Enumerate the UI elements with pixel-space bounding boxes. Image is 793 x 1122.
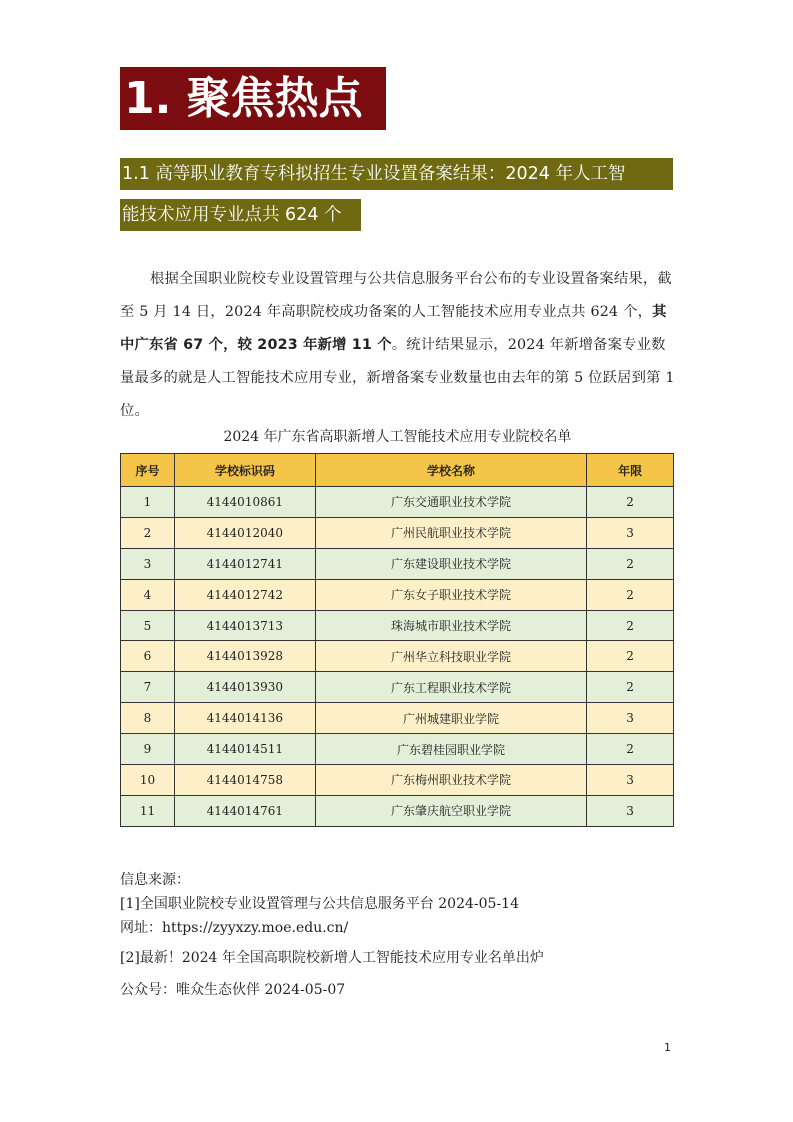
cell-school-name: 广州华立科技职业学院 [315,641,586,672]
subsection-heading-line1: 1.1 高等职业教育专科拟招生专业设置备案结果：2024 年人工智 [120,158,673,190]
cell-school-code: 4144010861 [174,487,315,518]
cell-index: 3 [121,548,175,579]
cell-school-code: 4144012040 [174,517,315,548]
cell-duration: 2 [587,641,674,672]
header-index: 序号 [121,454,175,487]
page-number: 1 [664,1041,671,1054]
cell-school-code: 4144012742 [174,579,315,610]
cell-school-name: 广东碧桂园职业学院 [315,734,586,765]
table-row [121,517,674,548]
paragraph-text-1: 根据全国职业院校专业设置管理与公共信息服务平台公布的专业设置备案结果，截至 5 月 14 日，2024 年高职院校成功备案的人工智能技术应用专业点共 624 个， [120,271,672,320]
cell-duration: 3 [587,517,674,548]
cell-index: 10 [121,765,175,796]
cell-index: 11 [121,795,175,826]
table-row [121,610,674,641]
cell-school-name: 广东女子职业技术学院 [315,579,586,610]
header-school-code: 学校标识码 [174,454,315,487]
sources-title: 信息来源： [120,872,190,888]
sources-block [120,868,680,1006]
table-row [121,795,674,826]
cell-index: 9 [121,734,175,765]
header-school-name: 学校名称 [315,454,586,487]
cell-index: 1 [121,487,175,518]
cell-duration: 3 [587,795,674,826]
table-row [121,765,674,796]
cell-school-name: 广州城建职业学院 [315,703,586,734]
cell-index: 5 [121,610,175,641]
cell-school-name: 广东工程职业技术学院 [315,672,586,703]
section-heading: 1. 聚焦热点 [120,67,386,130]
source-item-2: [2]最新！2024 年全国高职院校新增人工智能技术应用专业名单出炉 [120,950,544,966]
cell-school-code: 4144012741 [174,548,315,579]
cell-school-name: 广东梅州职业技术学院 [315,765,586,796]
table-header-row [121,454,674,487]
header-duration: 年限 [587,454,674,487]
cell-school-name: 广东肇庆航空职业学院 [315,795,586,826]
source-item-1-url[interactable]: 网址：https://zyyxzy.moe.edu.cn/ [120,920,349,936]
cell-duration: 2 [587,579,674,610]
subsection-heading-line2: 能技术应用专业点共 624 个 [120,199,361,231]
cell-duration: 2 [587,487,674,518]
cell-school-name: 广东建设职业技术学院 [315,548,586,579]
cell-school-code: 4144013713 [174,610,315,641]
cell-school-code: 4144014136 [174,703,315,734]
source-item-2-publisher: 公众号：唯众生态伙伴 2024-05-07 [120,982,346,998]
cell-duration: 3 [587,703,674,734]
table-row [121,487,674,518]
cell-school-code: 4144013928 [174,641,315,672]
cell-duration: 2 [587,548,674,579]
table-row [121,548,674,579]
cell-duration: 2 [587,734,674,765]
cell-duration: 3 [587,765,674,796]
cell-duration: 2 [587,610,674,641]
cell-index: 2 [121,517,175,548]
table-caption: 2024 年广东省高职新增人工智能技术应用专业院校名单 [223,429,572,445]
cell-school-name: 珠海城市职业技术学院 [315,610,586,641]
table-row [121,641,674,672]
table-row [121,734,674,765]
cell-index: 8 [121,703,175,734]
table-row [121,579,674,610]
paragraph-bold-text: 其中广东省 67 个，较 2023 年新增 11 个 [120,304,667,353]
cell-school-name: 广州民航职业技术学院 [315,517,586,548]
table-row [121,703,674,734]
source-item-1: [1]全国职业院校专业设置管理与公共信息服务平台 2024-05-14 [120,896,519,912]
cell-school-code: 4144014511 [174,734,315,765]
cell-school-code: 4144014758 [174,765,315,796]
school-table [120,453,674,827]
table-row [121,672,674,703]
cell-index: 6 [121,641,175,672]
cell-duration: 2 [587,672,674,703]
cell-school-code: 4144013930 [174,672,315,703]
body-paragraph [120,263,675,428]
cell-index: 7 [121,672,175,703]
paragraph-text-2: 。统计结果显示，2024 年新增备案专业数量最多的就是人工智能技术应用专业，新增备案专业数量也由去年的第 5 位跃居到第 1 位。 [120,337,675,419]
cell-school-code: 4144014761 [174,795,315,826]
cell-index: 4 [121,579,175,610]
cell-school-name: 广东交通职业技术学院 [315,487,586,518]
